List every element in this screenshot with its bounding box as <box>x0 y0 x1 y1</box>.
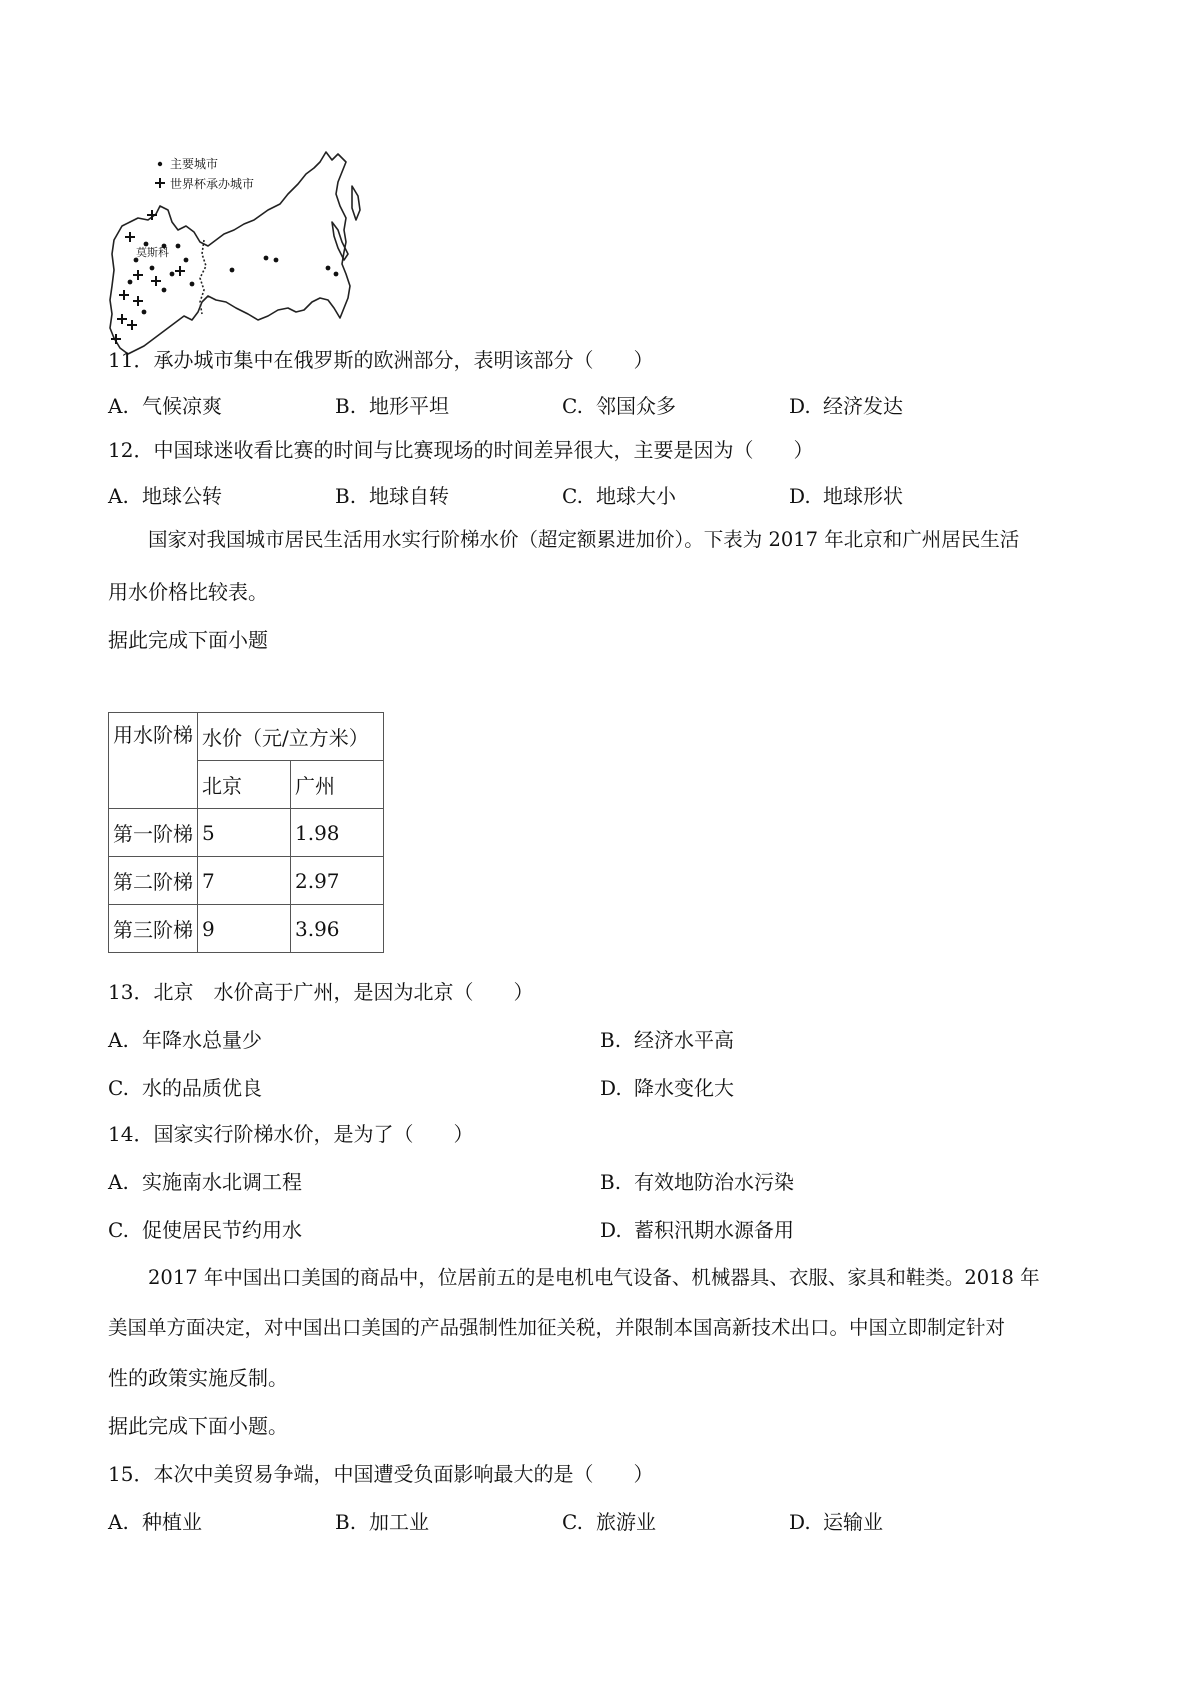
tier-cell: 第一阶梯 <box>109 809 198 857</box>
q14-option-d: D. 蓄积汛期水源备用 <box>600 1218 794 1242</box>
legend-major-city: 主要城市 <box>170 157 219 171</box>
table-header-price: 水价（元/立方米） <box>198 713 384 761</box>
passage-2-line-4: 据此完成下面小题。 <box>108 1414 288 1438</box>
q12-option-a: A. 地球公转 <box>108 484 222 508</box>
passage-1-line-1: 国家对我国城市居民生活用水实行阶梯水价（超定额累进加价）。下表为 2017 年北京和广州居民生活 <box>148 528 1020 551</box>
q14-option-a: A. 实施南水北调工程 <box>108 1170 302 1194</box>
russia-map-figure <box>108 150 388 362</box>
q12-option-b: B. 地球自转 <box>335 484 449 508</box>
passage-1-line-3: 据此完成下面小题 <box>108 628 268 652</box>
q15-option-b: B. 加工业 <box>335 1510 429 1534</box>
question-12-stem: 12．中国球迷收看比赛的时间与比赛现场的时间差异很大，主要是因为（ ） <box>108 438 814 462</box>
q11-option-c: C. 邻国众多 <box>562 394 676 418</box>
guangzhou-price-cell: 1.98 <box>291 809 384 857</box>
water-price-table <box>108 712 384 953</box>
table-row <box>109 905 384 953</box>
table-row <box>109 857 384 905</box>
q12-option-c: C. 地球大小 <box>562 484 676 508</box>
legend-host-city: 世界杯承办城市 <box>170 177 255 191</box>
question-11-stem: 11．承办城市集中在俄罗斯的欧洲部分，表明该部分（ ） <box>108 348 654 372</box>
kamchatka-outline <box>352 186 360 220</box>
question-14-stem: 14．国家实行阶梯水价，是为了（ ） <box>108 1122 474 1146</box>
q13-option-b: B. 经济水平高 <box>600 1028 734 1052</box>
passage-2-line-2: 美国单方面决定，对中国出口美国的产品强制性加征关税，并限制本国高新技术出口。中国立即制定针对 <box>108 1316 1006 1339</box>
beijing-price-cell: 9 <box>198 905 291 953</box>
q14-option-b: B. 有效地防治水污染 <box>600 1170 794 1194</box>
q13-option-a: A. 年降水总量少 <box>108 1028 262 1052</box>
q12-option-d: D. 地球形状 <box>789 484 903 508</box>
q11-option-a: A. 气候凉爽 <box>108 394 222 418</box>
q14-option-c: C. 促使居民节约用水 <box>108 1218 302 1242</box>
passage-2-line-3: 性的政策实施反制。 <box>108 1366 288 1390</box>
question-15-stem: 15．本次中美贸易争端，中国遭受负面影响最大的是（ ） <box>108 1462 654 1486</box>
table-col-guangzhou: 广州 <box>291 761 384 809</box>
label-moscow: 莫斯科 <box>136 246 169 259</box>
table-row <box>109 809 384 857</box>
beijing-price-cell: 7 <box>198 857 291 905</box>
tier-cell: 第二阶梯 <box>109 857 198 905</box>
q15-option-a: A. 种植业 <box>108 1510 202 1534</box>
q15-option-c: C. 旅游业 <box>562 1510 656 1534</box>
q13-option-d: D. 降水变化大 <box>600 1076 734 1100</box>
table-col-beijing: 北京 <box>198 761 291 809</box>
beijing-price-cell: 5 <box>198 809 291 857</box>
table-header-tier: 用水阶梯 <box>109 713 198 809</box>
tier-cell: 第三阶梯 <box>109 905 198 953</box>
question-13-stem: 13．北京 水价高于广州，是因为北京（ ） <box>108 980 534 1004</box>
guangzhou-price-cell: 2.97 <box>291 857 384 905</box>
q11-option-b: B. 地形平坦 <box>335 394 449 418</box>
q11-option-d: D. 经济发达 <box>789 394 903 418</box>
passage-2-line-1: 2017 年中国出口美国的商品中，位居前五的是电机电气设备、机械器具、衣服、家具和鞋类。2018 年 <box>148 1266 1040 1289</box>
guangzhou-price-cell: 3.96 <box>291 905 384 953</box>
q13-option-c: C. 水的品质优良 <box>108 1076 262 1100</box>
q15-option-d: D. 运输业 <box>789 1510 883 1534</box>
passage-1-line-2: 用水价格比较表。 <box>108 580 268 604</box>
